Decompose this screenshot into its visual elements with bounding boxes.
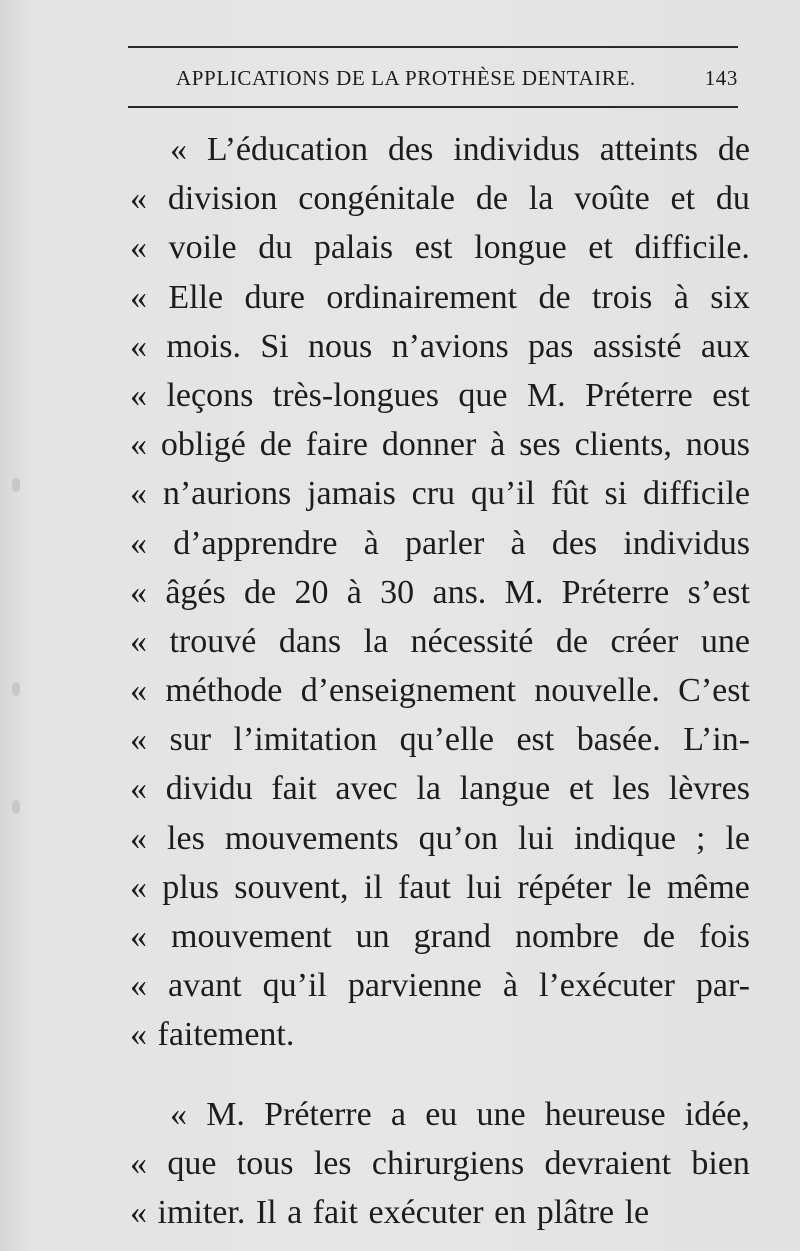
word: chirurgiens [371, 1144, 525, 1182]
word: « [130, 1144, 147, 1182]
word: les [612, 770, 651, 808]
text-line [130, 223, 750, 272]
word: du [715, 180, 750, 218]
word: dans [278, 622, 342, 660]
word: eu [425, 1095, 458, 1133]
word: « [130, 918, 147, 955]
word: que [458, 376, 508, 414]
word: nous [685, 426, 750, 464]
word: avant [168, 967, 242, 1005]
word: lèvres [668, 770, 750, 808]
word: nous [308, 327, 373, 365]
word: assisté [592, 327, 682, 365]
word: division [167, 180, 278, 218]
word: de [555, 622, 588, 660]
word: L’éducation [206, 131, 369, 168]
word: parvienne [347, 967, 482, 1005]
text-line: « imiter. Il a fait exécuter en plâtre le [130, 1193, 650, 1231]
word: M. [206, 1095, 245, 1133]
word: palais [313, 229, 394, 267]
word: jamais [307, 475, 396, 513]
word: le [626, 868, 652, 906]
paragraph [130, 125, 750, 1060]
word: et [569, 770, 594, 808]
word: la [528, 180, 554, 218]
word: « [130, 868, 147, 906]
word: aux [700, 327, 750, 365]
word: les [167, 819, 205, 857]
word: grand [413, 918, 491, 955]
word: âgés [165, 573, 226, 611]
word: « [170, 131, 187, 168]
text-line [130, 519, 750, 568]
paragraph-gap [130, 1060, 750, 1090]
word: une [700, 622, 750, 660]
word: 20 [294, 573, 329, 611]
word: « [170, 1095, 187, 1133]
word: dividu [165, 770, 253, 808]
word: « [130, 819, 147, 857]
word: « [130, 229, 147, 267]
word: des [387, 131, 434, 168]
word: voile [168, 229, 237, 267]
page-blemish [12, 682, 20, 696]
text-line [130, 469, 750, 518]
word: d’enseignement [300, 672, 516, 710]
word: tous [236, 1144, 294, 1182]
word: clients, [574, 426, 672, 464]
word: de [717, 131, 750, 168]
word: « [130, 967, 147, 1005]
word: l’imitation [233, 721, 378, 759]
word: à [346, 573, 362, 611]
text-line [130, 568, 750, 617]
word: n’aurions [162, 475, 292, 513]
text-line [130, 715, 750, 764]
text-line [130, 273, 750, 322]
word: la [416, 770, 441, 808]
word: n’avions [391, 327, 509, 365]
word: trois [591, 278, 653, 316]
word: de [259, 426, 292, 464]
word: est [712, 376, 750, 414]
word: « [130, 721, 147, 759]
word: sur [169, 721, 212, 759]
text-line [130, 125, 750, 174]
word: les [313, 1144, 352, 1182]
page-blemish [12, 478, 20, 492]
word: Préterre [264, 1095, 372, 1133]
word: faut [398, 868, 451, 906]
word: nombre [515, 918, 619, 955]
word: M. [504, 573, 544, 611]
paragraph [130, 1090, 750, 1238]
word: basée. [576, 721, 661, 759]
word: Préterre [561, 573, 670, 611]
word: créer [610, 622, 679, 660]
page-number: 143 [704, 65, 738, 90]
word: heureuse [544, 1095, 666, 1133]
word: trouvé [169, 622, 257, 660]
text-line [130, 1090, 750, 1139]
word: si [604, 475, 628, 513]
word: Si [260, 327, 289, 365]
word: par- [695, 967, 750, 1005]
word: « [130, 573, 147, 611]
word: qu’on [418, 819, 498, 857]
word: et [670, 180, 696, 218]
word: congénitale [298, 180, 455, 218]
word: fût [550, 475, 589, 513]
word: une [476, 1095, 526, 1133]
word: s’est [687, 573, 750, 611]
word: qu’il [262, 967, 327, 1005]
word: « [130, 426, 147, 464]
word: L’in- [683, 721, 750, 759]
word: à [510, 524, 526, 562]
word: lui [466, 868, 503, 906]
word: a [390, 1095, 406, 1133]
word: « [130, 475, 147, 513]
word: souvent, [234, 868, 349, 906]
word: indique [573, 819, 676, 857]
word: mouvements [224, 819, 399, 857]
word: idée, [684, 1095, 750, 1133]
text-line [130, 371, 750, 420]
page-blemish [12, 800, 20, 814]
page-body-text [130, 125, 750, 1237]
word: le [725, 819, 750, 857]
word: Elle [168, 278, 224, 316]
word: lui [518, 819, 554, 857]
word: « [130, 376, 147, 414]
word: de [642, 918, 675, 955]
word: est [516, 721, 555, 759]
word: que [167, 1144, 217, 1182]
word: six [710, 278, 750, 316]
header-top-rule [128, 46, 738, 48]
word: de [475, 180, 508, 218]
word: donner [381, 426, 477, 464]
word: cru [411, 475, 456, 513]
word: individus [623, 524, 750, 562]
word: de [538, 278, 571, 316]
word: « [130, 770, 147, 808]
word: « [130, 180, 147, 218]
text-line [130, 961, 750, 1010]
word: atteints [599, 131, 698, 168]
word: nécessité [410, 622, 534, 660]
word: à [502, 967, 518, 1005]
word: des [551, 524, 598, 562]
word: et [588, 229, 613, 267]
word: il [363, 868, 383, 906]
word: ses [519, 426, 561, 464]
word: qu’il [470, 475, 536, 513]
text-line [130, 912, 750, 961]
word: est [414, 229, 453, 267]
running-title: APPLICATIONS DE LA PROTHÈSE DENTAIRE. [176, 65, 636, 90]
text-line [130, 322, 750, 371]
word: à [363, 524, 379, 562]
word: à [490, 426, 506, 464]
text-line [130, 666, 750, 715]
word: difficile [642, 475, 750, 513]
text-line [130, 764, 750, 813]
text-line [130, 174, 750, 223]
word: obligé [160, 426, 246, 464]
word: « [130, 524, 147, 562]
word: longue [474, 229, 567, 267]
word: individus [453, 131, 580, 168]
word: « [130, 327, 147, 365]
word: plus [162, 868, 219, 906]
header-bottom-rule [128, 106, 738, 108]
word: méthode [165, 672, 283, 710]
word: « [130, 278, 147, 316]
word: faire [305, 426, 368, 464]
word: leçons [166, 376, 254, 414]
word: dure [244, 278, 305, 316]
word: répéter [517, 868, 612, 906]
word: 30 [380, 573, 415, 611]
word: devraient [544, 1144, 672, 1182]
word: « [130, 672, 147, 710]
word: même [666, 868, 750, 906]
word: fait [271, 770, 317, 808]
word: Préterre [585, 376, 693, 414]
word: fois [699, 918, 750, 955]
word: « [130, 622, 147, 660]
word: ans. [432, 573, 487, 611]
word: pas [528, 327, 574, 365]
word: mouvement [171, 918, 332, 955]
word: d’apprendre [173, 524, 338, 562]
word: l’exécuter [539, 967, 675, 1005]
word: très-longues [272, 376, 439, 414]
word: difficile. [634, 229, 750, 267]
word: un [355, 918, 390, 955]
word: nouvelle. [534, 672, 660, 710]
text-line [130, 617, 750, 666]
text-line [130, 420, 750, 469]
word: qu’elle [399, 721, 494, 759]
word: voûte [574, 180, 650, 218]
word: ordinairement [326, 278, 518, 316]
word: de [244, 573, 277, 611]
text-line [130, 814, 750, 863]
word: bien [691, 1144, 750, 1182]
text-line [130, 863, 750, 912]
word: C’est [678, 672, 750, 710]
word: mois. [166, 327, 241, 365]
word: parler [405, 524, 485, 562]
running-header [128, 60, 738, 96]
word: du [258, 229, 293, 267]
word: langue [459, 770, 551, 808]
text-line: « faitement. [130, 1016, 295, 1054]
word: ; [695, 819, 706, 857]
text-line [130, 1139, 750, 1188]
word: M. [526, 376, 566, 414]
word: la [363, 622, 389, 660]
word: avec [335, 770, 398, 808]
word: à [673, 278, 689, 316]
